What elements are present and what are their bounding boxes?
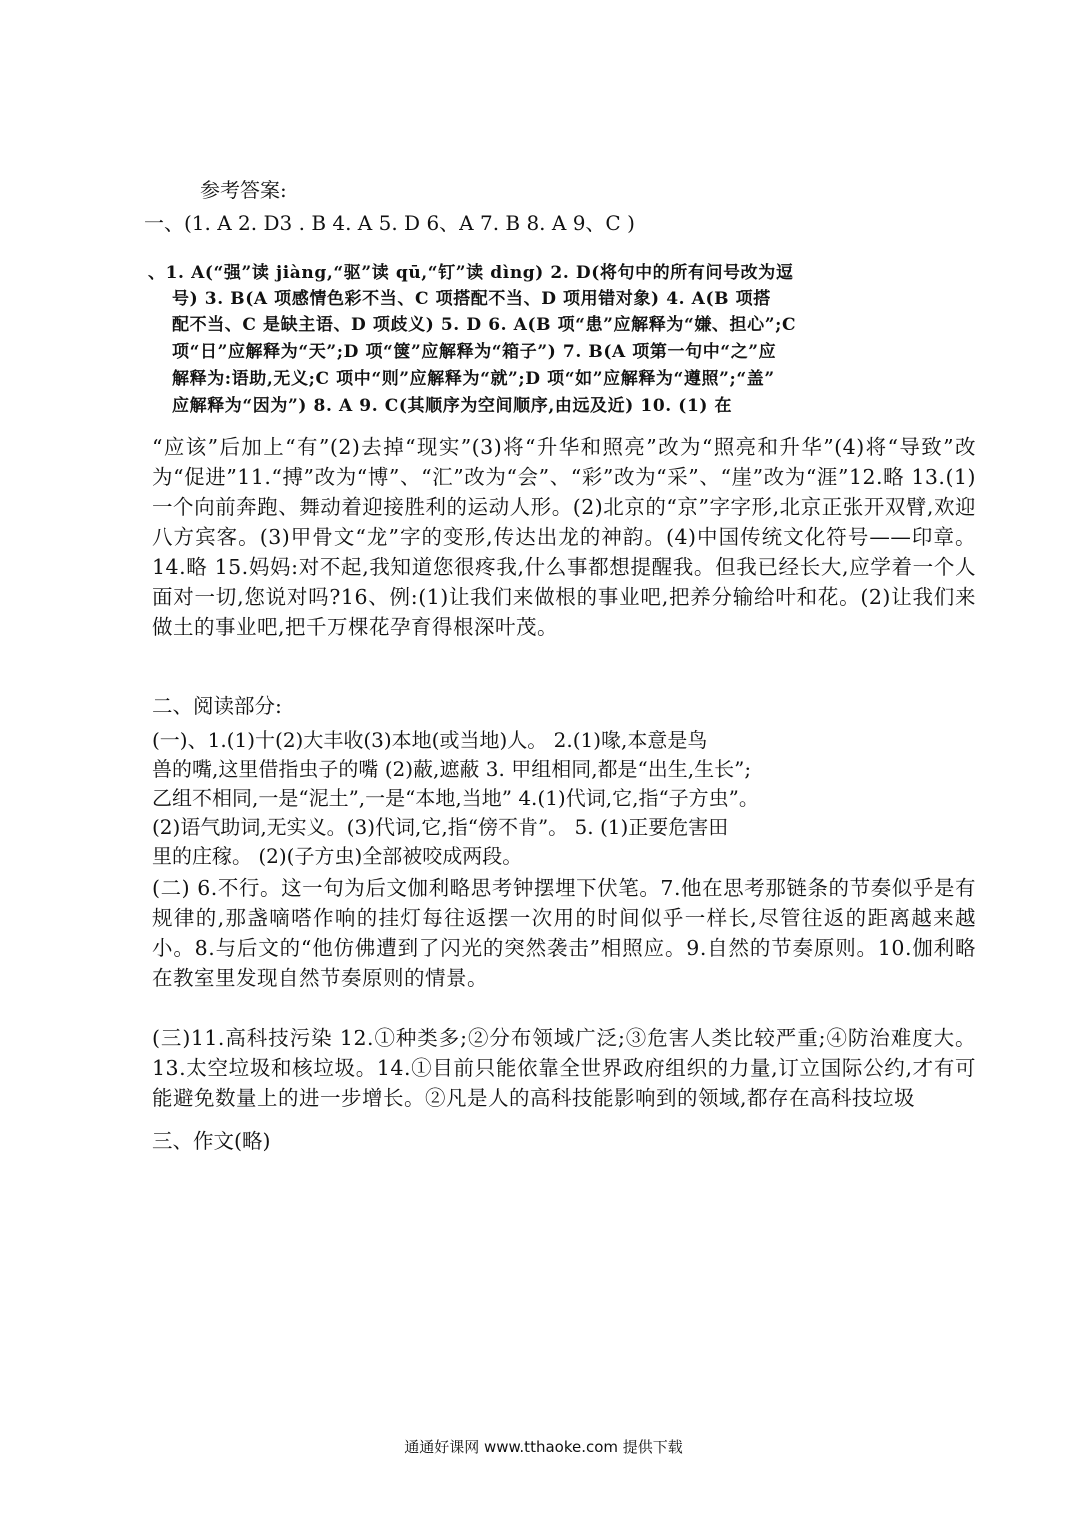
mcq-answers: 一、(1. A 2. D3 . B 4. A 5. D 6、A 7. B 8. A 9、C ) bbox=[144, 211, 635, 235]
reading-line: 里的庄稼。 (2)(子方虫)全部被咬成两段。 bbox=[152, 844, 523, 868]
essay-heading: 三、作文(略) bbox=[152, 1129, 271, 1153]
reading-line: (2)语气助词,无实义。(3)代词,它,指“傍不肯”。 5. (1)正要危害田 bbox=[152, 815, 729, 839]
answer-paragraph: “应该”后加上“有”(2)去掉“现实”(3)将“升华和照亮”改为“照亮和升华”(4)将“导致”改为“促进”11.“搏”改为“博”、“汇”改为“会”、“彩”改为“采”、“崖”改为“涯”12.略 13.(1)一个向前奔跑、舞动着迎接胜利的运动人形。(2)北京的“京”字字形,北京正张开双臂,欢迎八方宾客。(3)甲骨文“龙”字的变形,传达出龙的神韵。(4)中国传统文化符号——印章。14.略 15.妈妈:对不起,我知道您很疼我,什么事都想提醒我。但我已经长大,应学着一个人面对一切,您说对吗?16、例:(1)让我们来做根的事业吧,把养分输给叶和花。(2)让我们来做土的事业吧,把千万棵花孕育得根深叶茂。 bbox=[152, 435, 976, 639]
reading-section-3: (三)11.高科技污染 12.①种类多;②分布领域广泛;③危害人类比较严重;④防治难度大。13.太空垃圾和核垃圾。14.①目前只能依靠全世界政府组织的力量,订立国际公约,才有可能避免数量上的进一步增长。②凡是人的高科技能影响到的领域,都存在高科技垃圾 bbox=[152, 1026, 976, 1110]
answer-line: 项“日”应解释为“天”;D 项“箧”应解释为“箱子”) 7. B(A 项第一句中“之”应 bbox=[172, 342, 777, 362]
answer-line: 号) 3. B(A 项感情色彩不当、C 项搭配不当、D 项用错对象) 4. A(B 项搭 bbox=[172, 289, 771, 309]
answer-line: 解释为:语助,无义;C 项中“则”应解释为“就”;D 项“如”应解释为“遵照”;“盖” bbox=[172, 369, 775, 389]
reading-section-2: (二) 6.不行。这一句为后文伽利略思考钟摆埋下伏笔。7.他在思考那链条的节奏似乎是有规律的,那盏嘀嗒作响的挂灯每往返摆一次用的时间似乎一样长,尽管往返的距离越来越小。8.与后文的“他仿佛遭到了闪光的突然袭击”相照应。9.自然的节奏原则。10.伽利略在教室里发现自然节奏原则的情景。 bbox=[152, 876, 976, 990]
reading-line: 兽的嘴,这里借指虫子的嘴 (2)蔽,遮蔽 3. 甲组相同,都是“出生,生长”; bbox=[152, 757, 752, 781]
reading-line: 乙组不相同,一是“泥土”,一是“本地,当地” 4.(1)代词,它,指“子方虫”。 bbox=[152, 786, 759, 810]
answer-line: 配不当、C 是缺主语、D 项歧义) 5. D 6. A(B 项“患”应解释为“嫌、担心”;C bbox=[172, 315, 797, 335]
reading-heading: 二、阅读部分: bbox=[152, 694, 282, 718]
footer-credit: 通通好课网 www.tthaoke.com 提供下载 bbox=[404, 1438, 683, 1456]
reading-line: (一)、1.(1)十(2)大丰收(3)本地(或当地)人。 2.(1)喙,本意是鸟 bbox=[152, 728, 708, 752]
answer-line: 应解释为“因为”) 8. A 9. C(其顺序为空间顺序,由远及近) 10. (1) 在 bbox=[172, 396, 733, 416]
answer-line: 、1. A(“强”读 jiàng,“驱”读 qū,“钉”读 dìng) 2. D(将句中的所有问号改为逗 bbox=[148, 263, 794, 283]
answer-title: 参考答案: bbox=[200, 178, 287, 202]
